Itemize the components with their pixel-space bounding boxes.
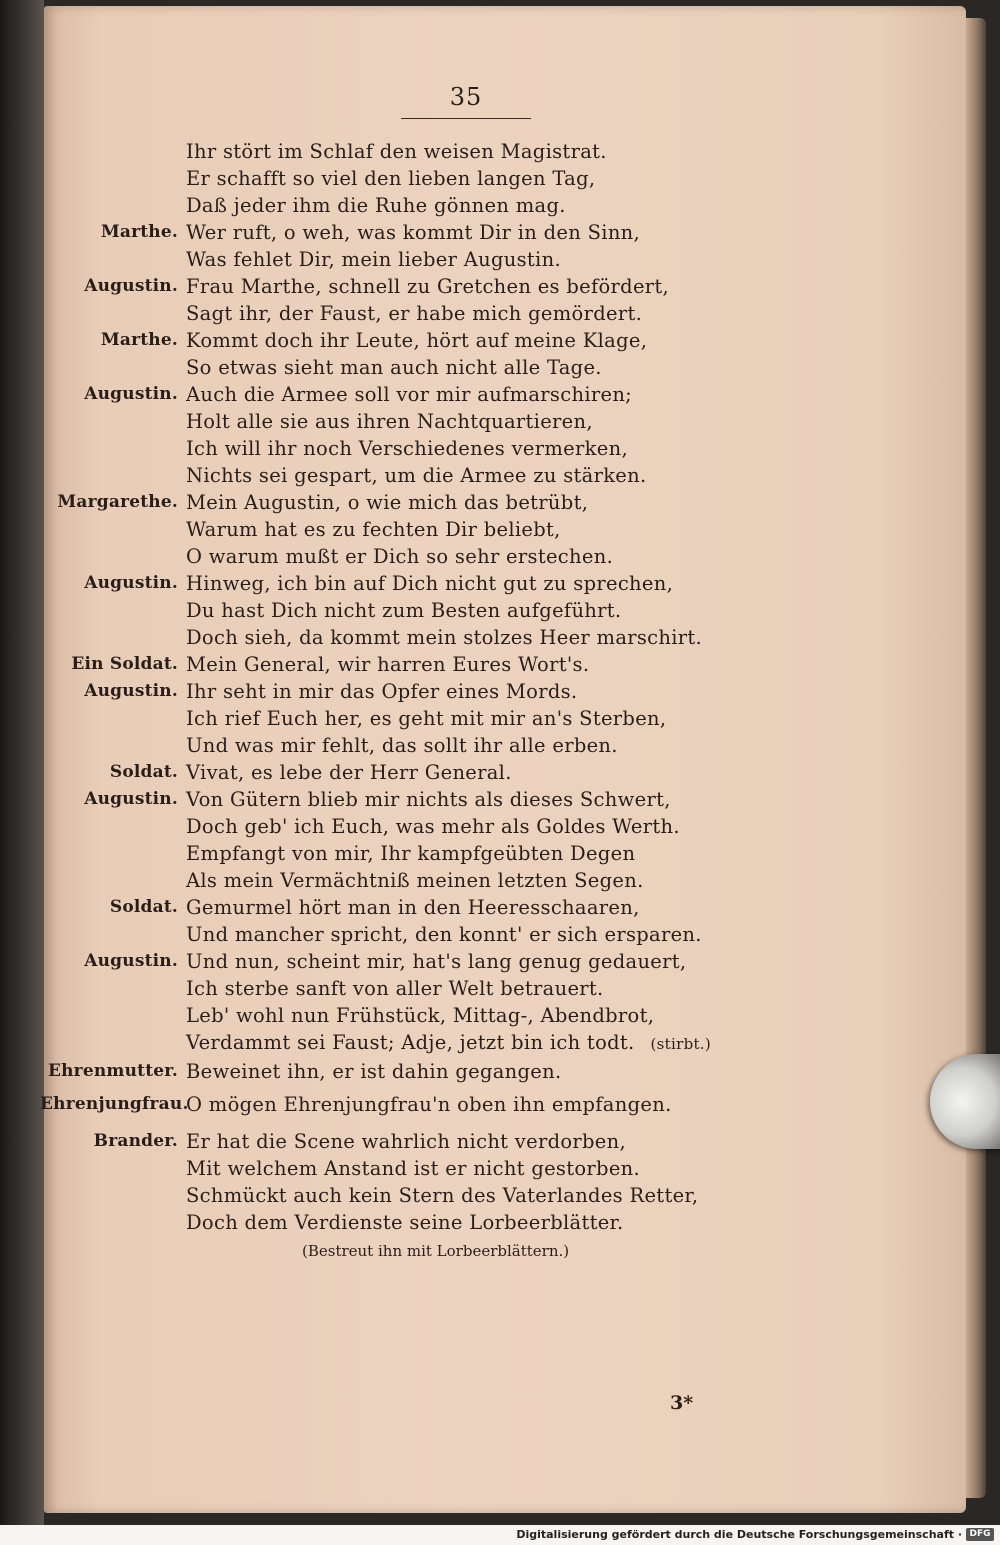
verse-line [186, 948, 720, 975]
verse-text: O warum mußt er Dich so sehr erstechen. [186, 545, 614, 568]
verse-text: Und was mir fehlt, das sollt ihr alle erben. [186, 734, 618, 757]
verse-line [186, 732, 720, 759]
verse-text: Wer ruft, o weh, was kommt Dir in den Sinn, [186, 221, 641, 244]
verse-lines [186, 894, 720, 948]
verse-lines [186, 678, 720, 759]
page-edge [966, 18, 986, 1498]
verse-line [186, 921, 720, 948]
header-rule [401, 118, 531, 119]
verse-line [186, 1182, 720, 1209]
verse-lines [186, 327, 720, 381]
verse-text: Ich rief Euch her, es geht mit mir an's Sterben, [186, 707, 667, 730]
verse-lines [186, 138, 720, 219]
verse-line [186, 462, 720, 489]
verse-text: Und nun, scheint mir, hat's lang genug gedauert, [186, 950, 687, 973]
verse-line [186, 543, 720, 570]
dfg-logo-icon: DFG [966, 1528, 994, 1541]
verse-line [186, 651, 720, 678]
verse-text: Sagt ihr, der Faust, er habe mich gemördert. [186, 302, 643, 325]
verse-line [186, 489, 720, 516]
verse-line [186, 813, 720, 840]
verse-line [186, 894, 720, 921]
verse-line [186, 1058, 720, 1085]
verse-text: Verdammt sei Faust; Adje, jetzt bin ich todt. [186, 1031, 635, 1054]
verse-line [186, 138, 720, 165]
verse-text: Empfangt von mir, Ihr kampfgeübten Degen [186, 842, 636, 865]
verse-line [186, 975, 720, 1002]
verse-lines [186, 651, 720, 678]
dialogue-entry [40, 786, 720, 894]
speaker-name: Marthe. [100, 330, 178, 350]
verse-line [186, 840, 720, 867]
verse-text: Warum hat es zu fechten Dir beliebt, [186, 518, 561, 541]
dialogue-text [40, 138, 720, 1264]
verse-text: Vivat, es lebe der Herr General. [186, 761, 512, 784]
verse-text: Holt alle sie aus ihren Nachtquartieren, [186, 410, 593, 433]
footer-bar [0, 1525, 1000, 1545]
verse-line [186, 867, 720, 894]
verse-line [186, 1155, 720, 1182]
speaker-name: Augustin. [84, 789, 178, 809]
verse-text: Du hast Dich nicht zum Besten aufgeführt. [186, 599, 622, 622]
verse-text: Nichts sei gespart, um die Armee zu stärken. [186, 464, 647, 487]
verse-text: Leb' wohl nun Frühstück, Mittag-, Abendbrot, [186, 1004, 655, 1027]
speaker-name: Brander. [93, 1131, 178, 1151]
verse-line [186, 219, 720, 246]
speaker-name: Soldat. [109, 897, 178, 917]
verse-line [186, 624, 720, 651]
verse-text: Ich sterbe sanft von aller Welt betrauert. [186, 977, 604, 1000]
verse-line [186, 705, 720, 732]
verse-text: Kommt doch ihr Leute, hört auf meine Klage, [186, 329, 648, 352]
speaker-name: Ehrenmutter. [47, 1061, 178, 1081]
verse-line [186, 597, 720, 624]
page-number: 35 [449, 83, 483, 111]
speaker-name: Ein Soldat. [71, 654, 178, 674]
speaker-name: Soldat. [109, 762, 178, 782]
verse-line [186, 1209, 720, 1236]
verse-text: Mein General, wir harren Eures Wort's. [186, 653, 590, 676]
speaker-name: Augustin. [84, 573, 178, 593]
verse-text: Als mein Vermächtniß meinen letzten Segen. [186, 869, 644, 892]
verse-text: Doch dem Verdienste seine Lorbeerblätter. [186, 1211, 624, 1234]
verse-text: Hinweg, ich bin auf Dich nicht gut zu sprechen, [186, 572, 674, 595]
speaker-name: Augustin. [84, 276, 178, 296]
stage-direction: (stirbt.) [650, 1035, 712, 1053]
speaker-name: Augustin. [84, 384, 178, 404]
dialogue-entry [40, 894, 720, 948]
verse-line [186, 759, 720, 786]
dialogue-entry [40, 1091, 720, 1118]
dialogue-entry [40, 219, 720, 273]
verse-text: Daß jeder ihm die Ruhe gönnen mag. [186, 194, 566, 217]
speaker-name: Margarethe. [57, 492, 178, 512]
verse-line [186, 300, 720, 327]
verse-lines [186, 381, 720, 489]
verse-line [186, 435, 720, 462]
verse-text: Was fehlet Dir, mein lieber Augustin. [186, 248, 561, 271]
verse-line [186, 1091, 720, 1118]
verse-text: Ich will ihr noch Verschiedenes vermerken, [186, 437, 628, 460]
verse-lines [186, 786, 720, 894]
verse-lines [186, 489, 720, 570]
verse-text: So etwas sieht man auch nicht alle Tage. [186, 356, 602, 379]
speaker-name [40, 138, 186, 219]
speaker-name: Ehrenjungfrau. [40, 1094, 189, 1114]
verse-text: Er schafft so viel den lieben langen Tag, [186, 167, 596, 190]
dialogue-entry [40, 759, 720, 786]
verse-line [186, 1128, 720, 1155]
verse-line [186, 570, 720, 597]
verse-line [186, 273, 720, 300]
speaker-name: Augustin. [84, 951, 178, 971]
dialogue-entry [40, 381, 720, 489]
verse-line [186, 1029, 720, 1058]
verse-line [186, 786, 720, 813]
verse-lines [186, 219, 720, 273]
verse-text: Er hat die Scene wahrlich nicht verdorben, [186, 1130, 627, 1153]
verse-text: Auch die Armee soll vor mir aufmarschiren; [186, 383, 633, 406]
dialogue-entry [40, 678, 720, 759]
verse-lines [186, 948, 720, 1058]
verse-text: Ihr seht in mir das Opfer eines Mords. [186, 680, 578, 703]
verse-line [186, 516, 720, 543]
signature-mark: 3* [670, 1392, 694, 1414]
verse-text: Schmückt auch kein Stern des Vaterlandes Retter, [186, 1184, 699, 1207]
dialogue-entry [40, 570, 720, 651]
verse-lines [186, 1058, 720, 1085]
verse-text: Mein Augustin, o wie mich das betrübt, [186, 491, 589, 514]
dialogue-entry [40, 651, 720, 678]
verse-text: Von Gütern blieb mir nichts als dieses Schwert, [186, 788, 671, 811]
verse-text: Mit welchem Anstand ist er nicht gestorben. [186, 1157, 641, 1180]
dialogue-entry [40, 948, 720, 1058]
verse-line [186, 354, 720, 381]
dialogue-entry [40, 138, 720, 219]
verse-text: Ihr stört im Schlaf den weisen Magistrat. [186, 140, 607, 163]
verse-line [186, 165, 720, 192]
book-spine [0, 0, 44, 1525]
dialogue-entry [40, 1128, 720, 1236]
verse-text: Doch geb' ich Euch, was mehr als Goldes Werth. [186, 815, 680, 838]
verse-line [186, 246, 720, 273]
verse-line [186, 1002, 720, 1029]
verse-lines [186, 570, 720, 651]
speaker-name: Augustin. [84, 681, 178, 701]
dialogue-entry [40, 273, 720, 327]
verse-line [186, 381, 720, 408]
verse-text: Gemurmel hört man in den Heeresschaaren, [186, 896, 640, 919]
closing-stage-direction: (Bestreut ihn mit Lorbeerblättern.) [302, 1242, 570, 1260]
verse-lines [186, 1128, 720, 1236]
dialogue-entry [40, 1058, 720, 1085]
verse-text: Frau Marthe, schnell zu Gretchen es befördert, [186, 275, 670, 298]
verse-text: Beweinet ihn, er ist dahin gegangen. [186, 1060, 562, 1083]
dialogue-entry [40, 489, 720, 570]
verse-lines [186, 759, 720, 786]
verse-lines [186, 1091, 720, 1118]
verse-line [186, 192, 720, 219]
verse-line [186, 327, 720, 354]
speaker-name: Marthe. [100, 222, 178, 242]
funding-credit: Digitalisierung gefördert durch die Deutsche Forschungsgemeinschaft · [516, 1528, 962, 1541]
verse-text: Doch sieh, da kommt mein stolzes Heer marschirt. [186, 626, 703, 649]
verse-lines [186, 273, 720, 327]
verse-text: O mögen Ehrenjungfrau'n oben ihn empfangen. [186, 1093, 672, 1116]
dialogue-entry [40, 327, 720, 381]
verse-line [186, 678, 720, 705]
verse-line [186, 408, 720, 435]
verse-text: Und mancher spricht, den konnt' er sich ersparen. [186, 923, 702, 946]
